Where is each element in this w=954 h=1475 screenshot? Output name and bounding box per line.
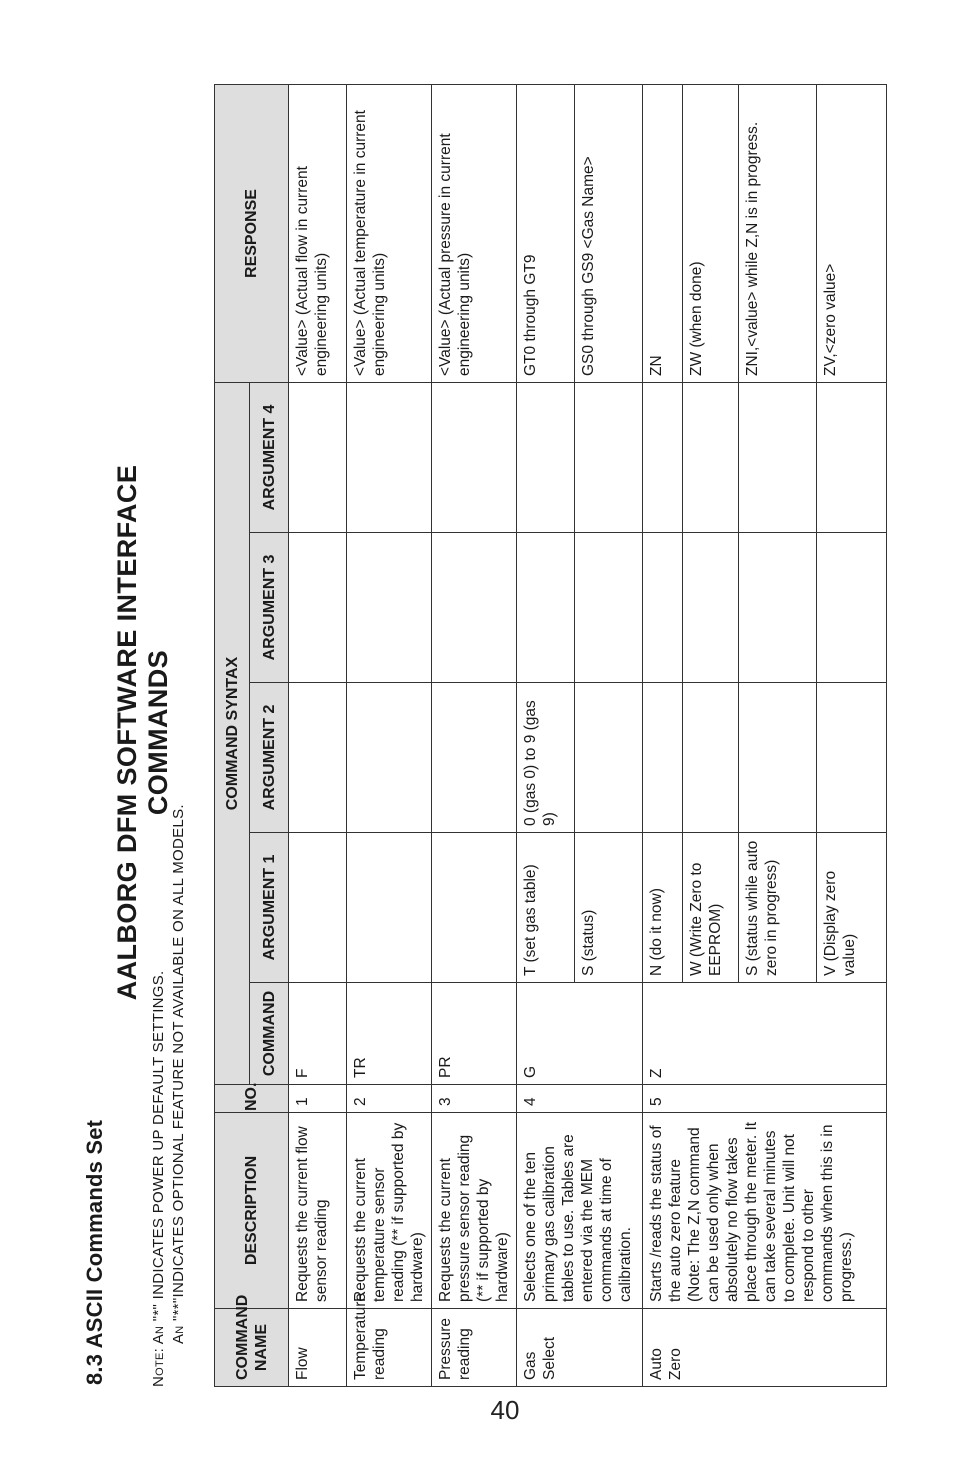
cell-response: ZN: [643, 85, 683, 383]
header-command-syntax: COMMAND SYNTAX: [215, 383, 250, 1085]
page-title: AALBORG DFM SOFTWARE INTERFACE COMMANDS: [112, 464, 173, 1001]
cell-command-name: Auto Zero: [643, 1309, 887, 1387]
cell-description: Requests the current temperature sensor reading (** if supported by hardware): [347, 1113, 432, 1309]
table-row: [432, 85, 517, 1387]
cell-argument-1: T (set gas table): [517, 833, 575, 983]
cell-argument-4: [575, 383, 643, 533]
cell-argument-1: W (Write Zero to EEPROM): [683, 833, 739, 983]
cell-response: ZV,<zero value>: [817, 85, 887, 383]
cell-argument-3: [739, 533, 817, 683]
table-row: [347, 85, 432, 1387]
header-command: COMMAND: [250, 983, 289, 1085]
cell-command-name: Gas Select: [517, 1309, 643, 1387]
cell-command: PR: [432, 983, 517, 1085]
cell-argument-2: [432, 683, 517, 833]
header-response: RESPONSE: [215, 85, 289, 383]
cell-description: Requests the current flow sensor reading: [289, 1113, 347, 1309]
cell-argument-4: [739, 383, 817, 533]
cell-argument-4: [517, 383, 575, 533]
cell-no: 4: [517, 1085, 643, 1113]
cell-response: ZNI,<value> while Z,N is in progress.: [739, 85, 817, 383]
note-prefix-2: An "**": [170, 1297, 187, 1344]
cell-argument-3: [347, 533, 432, 683]
table-row: [289, 85, 347, 1387]
cell-argument-3: [432, 533, 517, 683]
header-argument-4: ARGUMENT 4: [250, 383, 289, 533]
cell-response: <Value> (Actual temperature in current engineering units): [347, 85, 432, 383]
header-argument-1: ARGUMENT 1: [250, 833, 289, 983]
table-row: [643, 85, 683, 1387]
cell-argument-2: [817, 683, 887, 833]
cell-argument-4: [432, 383, 517, 533]
cell-command-name: Flow: [289, 1309, 347, 1387]
cell-argument-3: [817, 533, 887, 683]
header-no: NO.: [215, 1085, 289, 1113]
cell-no: 3: [432, 1085, 517, 1113]
cell-argument-3: [643, 533, 683, 683]
cell-argument-4: [817, 383, 887, 533]
cell-argument-1: N (do it now): [643, 833, 683, 983]
cell-argument-1: S (status while auto zero in progress): [739, 833, 817, 983]
cell-argument-3: [683, 533, 739, 683]
cell-response: GT0 through GT9: [517, 85, 575, 383]
note-line-2: [170, 804, 187, 1344]
cell-argument-4: [683, 383, 739, 533]
header-argument-2: ARGUMENT 2: [250, 683, 289, 833]
cell-argument-2: 0 (gas 0) to 9 (gas 9): [517, 683, 575, 833]
cell-argument-1: [347, 833, 432, 983]
cell-argument-2: [643, 683, 683, 833]
cell-description: Requests the current pressure sensor reading (** if supported by hardware): [432, 1113, 517, 1309]
cell-response: <Value> (Actual flow in current engineering units): [289, 85, 347, 383]
cell-description: Selects one of the ten primary gas calibration tables to use. Tables are entered via the MEM commands at time of calibration.: [517, 1113, 643, 1309]
cell-command: G: [517, 983, 643, 1085]
cell-argument-2: [347, 683, 432, 833]
cell-response: ZW (when done): [683, 85, 739, 383]
page-number: 40: [490, 1395, 520, 1425]
cell-argument-2: [289, 683, 347, 833]
header-command-name: COMMAND NAME: [215, 1309, 289, 1387]
cell-response: <Value> (Actual pressure in current engineering units): [432, 85, 517, 383]
cell-argument-4: [643, 383, 683, 533]
cell-argument-1: [432, 833, 517, 983]
cell-argument-3: [575, 533, 643, 683]
note-prefix-1: Note: An "*": [150, 1303, 167, 1387]
cell-argument-2: [575, 683, 643, 833]
cell-command-name: Pressure reading: [432, 1309, 517, 1387]
cell-command: F: [289, 983, 347, 1085]
cell-argument-2: [739, 683, 817, 833]
cell-command: TR: [347, 983, 432, 1085]
cell-argument-3: [517, 533, 575, 683]
cell-no: 5: [643, 1085, 887, 1113]
cell-command-name: Temperature reading: [347, 1309, 432, 1387]
cell-argument-4: [289, 383, 347, 533]
note-text-2: INDICATES OPTIONAL FEATURE NOT AVAILABLE ON ALL MODELS.: [170, 804, 187, 1298]
cell-description: Starts /reads the status of the auto zero feature (Note: The Z,N command can be used only when absolutely no flow takes place through the meter. It can take several minutes to complete. Unit will not respond to other commands when this is in progress.): [643, 1113, 887, 1309]
commands-table: [214, 84, 887, 1387]
header-description: DESCRIPTION: [215, 1113, 289, 1309]
cell-response: GS0 through GS9 <Gas Name>: [575, 85, 643, 383]
cell-no: 1: [289, 1085, 347, 1113]
cell-command: Z: [643, 983, 887, 1085]
cell-argument-1: V (Display zero value): [817, 833, 887, 983]
cell-argument-3: [289, 533, 347, 683]
note-line-1: [150, 970, 167, 1387]
cell-argument-1: S (status): [575, 833, 643, 983]
note-text-1: INDICATES POWER UP DEFAULT SETTINGS.: [150, 970, 167, 1304]
section-title: 8.3 ASCII Commands Set: [82, 1119, 107, 1385]
cell-no: 2: [347, 1085, 432, 1113]
cell-argument-2: [683, 683, 739, 833]
header-argument-3: ARGUMENT 3: [250, 533, 289, 683]
cell-argument-1: [289, 833, 347, 983]
table-row: [517, 85, 575, 1387]
cell-argument-4: [347, 383, 432, 533]
